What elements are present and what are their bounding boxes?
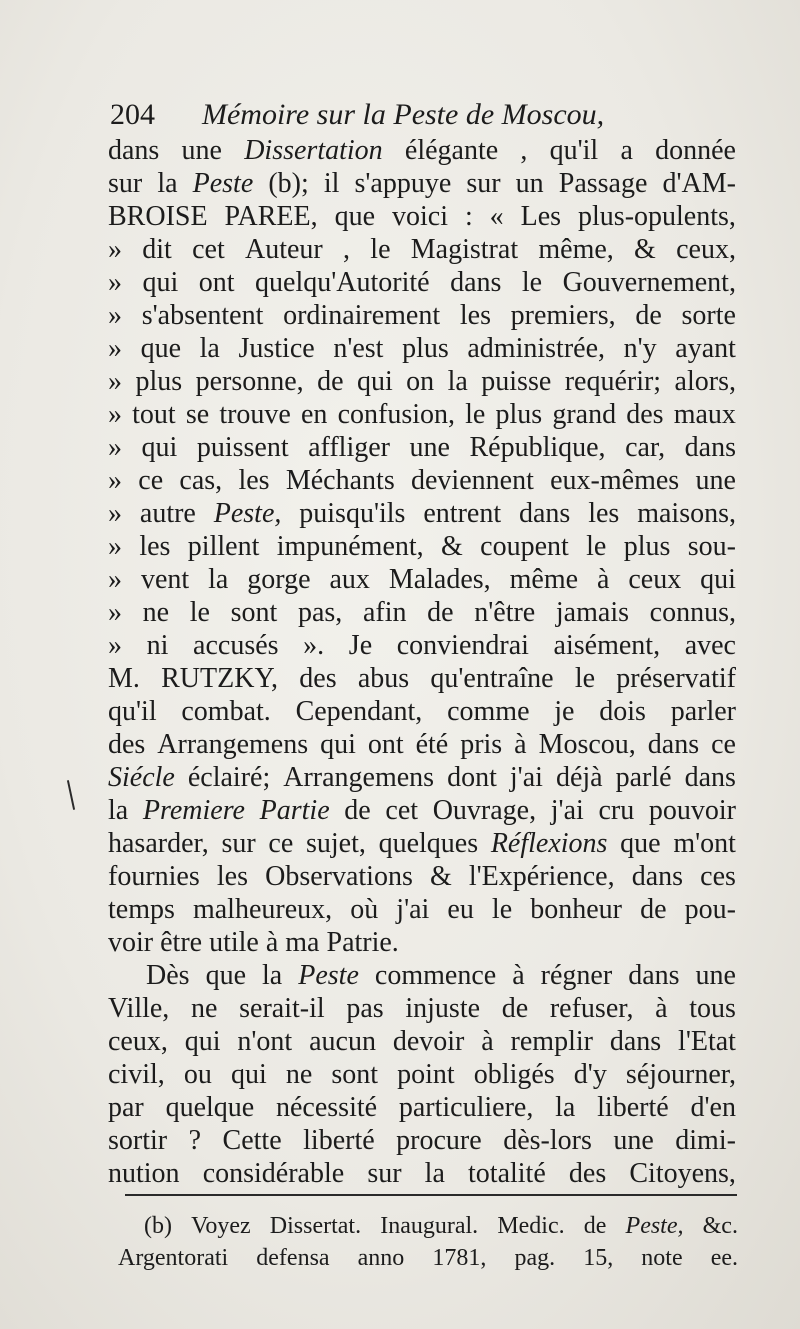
body-line: » autre Peste, puisqu'ils entrent dans les maisons, <box>108 498 736 529</box>
body-line: » tout se trouve en confusion, le plus grand des maux <box>108 399 736 430</box>
body-line: M. RUTZKY, des abus qu'entraîne le préservatif <box>108 663 736 694</box>
body-line: ceux, qui n'ont aucun devoir à remplir dans l'Etat <box>108 1026 736 1057</box>
body-line: qu'il combat. Cependant, comme je dois parler <box>108 696 736 727</box>
body-line: » plus personne, de qui on la puisse requérir; alors, <box>108 366 736 397</box>
body-line: voir être utile à ma Patrie. <box>108 927 399 958</box>
footnote <box>118 1210 738 1274</box>
body-line: » qui puissent affliger une République, car, dans <box>108 432 736 463</box>
footnote-rule <box>125 1194 737 1196</box>
body-line: » dit cet Auteur , le Magistrat même, & ceux, <box>108 234 736 265</box>
body-line: » qui ont quelqu'Autorité dans le Gouvernement, <box>108 267 736 298</box>
body-line: sur la Peste (b); il s'appuye sur un Passage d'AM- <box>108 168 736 199</box>
body-line: Siécle éclairé; Arrangemens dont j'ai déjà parlé dans <box>108 762 736 793</box>
body-line: fournies les Observations & l'Expérience, dans ces <box>108 861 736 892</box>
body-line: » ni accusés ». Je conviendrai aisément, avec <box>108 630 736 661</box>
body-line: » vent la gorge aux Malades, même à ceux qui <box>108 564 736 595</box>
footnote-line: (b) Voyez Dissertat. Inaugural. Medic. de Peste, &c. <box>144 1213 738 1239</box>
body-line: hasarder, sur ce sujet, quelques Réflexions que m'ont <box>108 828 736 859</box>
body-line: Ville, ne serait-il pas injuste de refuser, à tous <box>108 993 736 1024</box>
body-line: Dès que la Peste commence à régner dans une <box>146 960 736 991</box>
body-line: des Arrangemens qui ont été pris à Moscou, dans ce <box>108 729 736 760</box>
footnote-line: Argentorati defensa anno 1781, pag. 15, note ee. <box>118 1245 738 1271</box>
body-line: » ce cas, les Méchants deviennent eux-mêmes une <box>108 465 736 496</box>
margin-mark <box>67 780 75 810</box>
page-header <box>110 95 630 135</box>
body-line: civil, ou qui ne sont point obligés d'y séjourner, <box>108 1059 736 1090</box>
body-line: » les pillent impunément, & coupent le plus sou- <box>108 531 736 562</box>
body-line: » s'absentent ordinairement les premiers, de sorte <box>108 300 736 331</box>
running-title: Mémoire sur la Peste de Moscou, <box>202 98 605 131</box>
body-line: dans une Dissertation élégante , qu'il a donnée <box>108 135 736 166</box>
body-line: nution considérable sur la totalité des Citoyens, <box>108 1158 736 1189</box>
body-line: sortir ? Cette liberté procure dès-lors une dimi- <box>108 1125 736 1156</box>
body-line: temps malheureux, où j'ai eu le bonheur de pou- <box>108 894 736 925</box>
body-line: » ne le sont pas, afin de n'être jamais connus, <box>108 597 736 628</box>
page-number: 204 <box>110 98 155 131</box>
body-line: » que la Justice n'est plus administrée, n'y ayant <box>108 333 736 364</box>
body-line: la Premiere Partie de cet Ouvrage, j'ai cru pouvoir <box>108 795 736 826</box>
body-text <box>108 134 736 1190</box>
body-line: BROISE PAREE, que voici : « Les plus-opulents, <box>108 201 736 232</box>
body-line: par quelque nécessité particuliere, la liberté d'en <box>108 1092 736 1123</box>
